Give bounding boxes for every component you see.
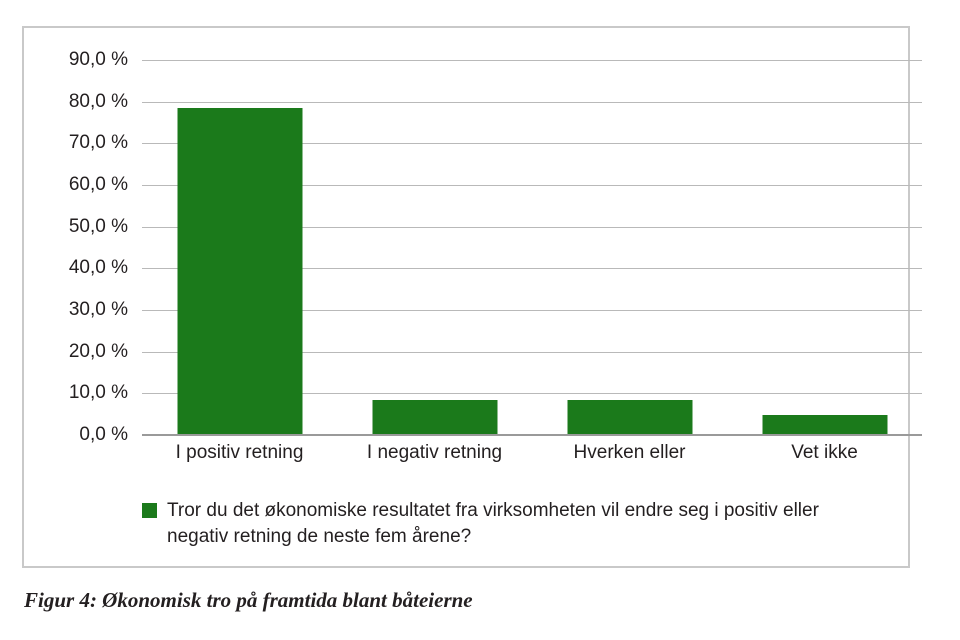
bar[interactable] (762, 415, 887, 435)
bar[interactable] (177, 108, 302, 435)
bar-slot (142, 60, 337, 435)
x-axis-line (142, 434, 922, 436)
y-axis-tick-label: 20,0 % (68, 340, 128, 362)
x-axis-tick-label: I negativ retning (366, 442, 503, 463)
y-axis-tick-label: 30,0 % (68, 299, 128, 320)
x-axis-tick-label: I positiv retning (175, 442, 304, 463)
bar-slot (337, 60, 532, 435)
x-axis-tick-label: Hverken eller (573, 442, 686, 463)
legend-swatch-icon (142, 503, 157, 518)
y-axis-tick-label: 80,0 % (68, 90, 128, 112)
figure-caption: Figur 4: Økonomisk tro på framtida blant båteierne (24, 588, 473, 612)
y-axis-tick-label: 50,0 % (68, 215, 128, 237)
y-axis-tick-label: 0,0 % (79, 424, 128, 445)
bar[interactable] (567, 400, 692, 435)
plot-area (142, 60, 922, 435)
bar[interactable] (372, 400, 497, 435)
y-axis-labels (24, 49, 136, 445)
chart-frame (22, 26, 910, 568)
chart-legend (142, 498, 882, 550)
x-axis-labels (142, 442, 922, 476)
bar-slot (532, 60, 727, 435)
y-axis-tick-label: 40,0 % (68, 257, 128, 279)
bar-slot (727, 60, 922, 435)
y-axis-tick-label: 70,0 % (68, 132, 128, 154)
legend-label: Tror du det økonomiske resultatet fra virksomheten vil endre seg i positiv eller negativ retning de neste fem årene? (167, 500, 819, 547)
x-axis-tick-label: Vet ikke (791, 442, 858, 463)
y-axis-tick-label: 60,0 % (68, 174, 128, 195)
bar-series (142, 60, 922, 435)
y-axis-tick-label: 10,0 % (68, 382, 128, 404)
y-axis-tick-label: 90,0 % (68, 49, 128, 70)
